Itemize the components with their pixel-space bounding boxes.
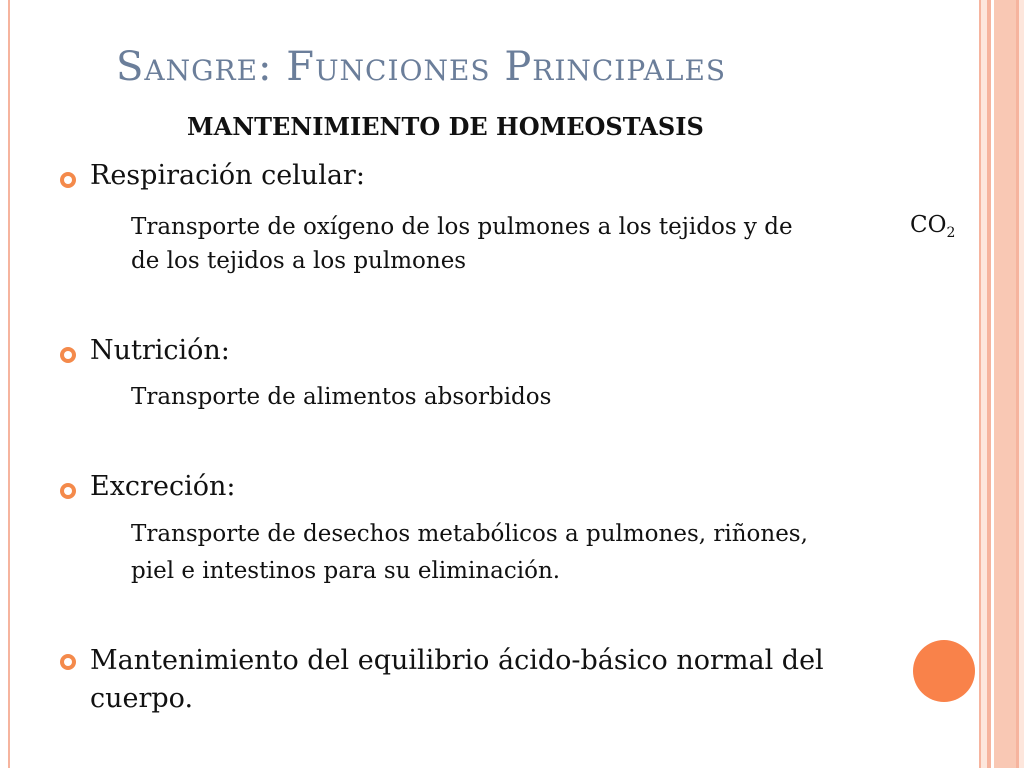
- heading-line: cuerpo.: [90, 683, 194, 714]
- item-heading-nutricion: Nutrición:: [90, 335, 230, 366]
- item-heading-respiracion: Respiración celular:: [90, 160, 365, 191]
- right-decorative-band: [979, 0, 1024, 768]
- slide-subtitle: MANTENIMIENTO DE HOMEOSTASIS: [187, 112, 704, 141]
- item-description-line: Transporte de alimentos absorbidos: [131, 384, 552, 410]
- left-border-line: [8, 0, 10, 768]
- decorative-circle: [913, 640, 975, 702]
- item-description-line: de los tejidos a los pulmones: [131, 248, 467, 274]
- item-heading-equilibrio: [90, 642, 824, 718]
- bullet-icon: [60, 483, 76, 499]
- band-stripe: [994, 0, 1016, 768]
- item-heading-excrecion: Excreción:: [90, 471, 236, 502]
- co2-formula: [910, 212, 955, 241]
- heading-line: Mantenimiento del equilibrio ácido-básico normal del: [90, 645, 824, 676]
- slide-title: Sangre: Funciones Principales: [116, 44, 727, 90]
- formula-base: CO: [910, 212, 947, 238]
- bullet-icon: [60, 347, 76, 363]
- bullet-icon: [60, 654, 76, 670]
- item-description-line: piel e intestinos para su eliminación.: [131, 558, 561, 584]
- band-stripe: [1019, 0, 1024, 768]
- item-description-line: Transporte de desechos metabólicos a pulmones, riñones,: [131, 521, 808, 547]
- formula-subscript: 2: [946, 225, 956, 241]
- item-description-line: Transporte de oxígeno de los pulmones a los tejidos y de: [131, 214, 793, 240]
- bullet-icon: [60, 172, 76, 188]
